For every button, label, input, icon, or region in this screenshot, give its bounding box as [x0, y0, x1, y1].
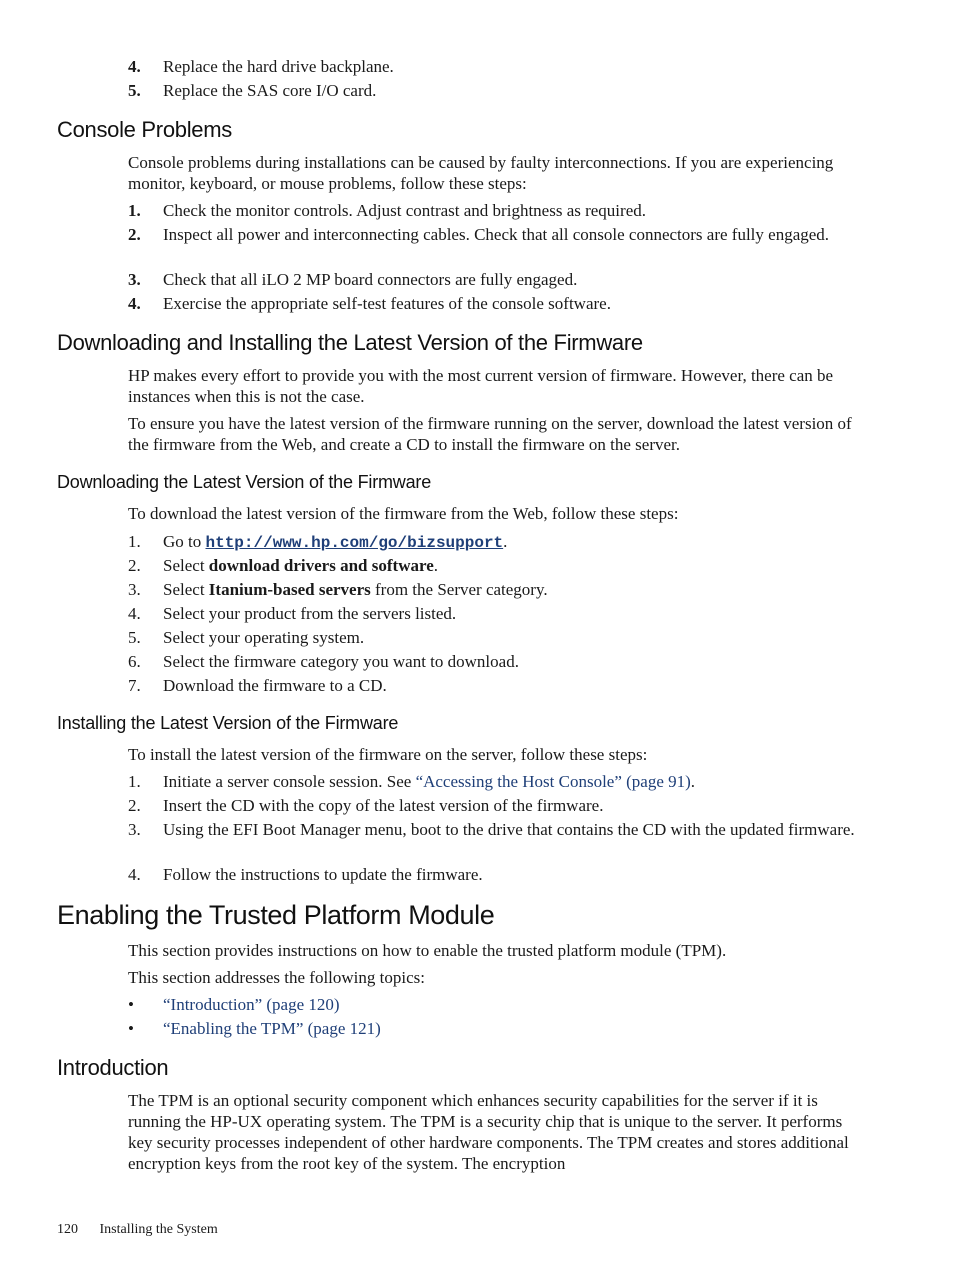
list-item: [128, 555, 870, 576]
list-text: [163, 555, 870, 576]
step-text: .: [433, 556, 438, 575]
list-item: [128, 819, 870, 840]
list-text: Select your product from the servers listed.: [163, 604, 457, 623]
introduction-link[interactable]: “Introduction” (page 120): [163, 995, 340, 1014]
list-text: Check the monitor controls. Adjust contrast and brightness as required.: [163, 201, 646, 220]
list-number: 5.: [128, 81, 141, 100]
list-number: 2.: [128, 225, 141, 244]
section-heading-introduction: Introduction: [57, 1055, 169, 1080]
list-number: 3.: [128, 580, 141, 599]
list-item: [128, 269, 870, 290]
list-number: 2.: [128, 796, 141, 815]
list-number: 1.: [128, 201, 141, 220]
bullet-icon: •: [128, 995, 134, 1014]
page-number: 120: [57, 1222, 78, 1237]
list-number: 2.: [128, 556, 141, 575]
list-text: Download the firmware to a CD.: [163, 676, 387, 695]
step-bold-text: download drivers and software: [208, 556, 434, 575]
list-item: [128, 293, 870, 314]
list-number: 1.: [128, 772, 141, 791]
list-number: 7.: [128, 676, 141, 695]
step-text: Select: [163, 556, 209, 575]
firmware-para-1: HP makes every effort to provide you with the most current version of firmware. However, there can be instances when this is not the case.: [128, 366, 834, 406]
list-number: 5.: [128, 628, 141, 647]
list-text: Insert the CD with the copy of the latest version of the firmware.: [163, 796, 604, 815]
list-text: [163, 579, 870, 600]
list-item: [128, 56, 870, 77]
introduction-para: The TPM is an optional security component which enhances security capabilities for the server if it is running the HP-UX operating system. The TPM is a security chip that is unique to the server. It performs key security processes independent of other hardware components. The TPM creates and stores additional encryption keys from the root key of the system. The encryption: [128, 1091, 849, 1173]
list-item: [128, 224, 870, 245]
list-text: Select the firmware category you want to download.: [163, 652, 519, 671]
list-number: 4.: [128, 294, 141, 313]
chapter-heading-tpm: Enabling the Trusted Platform Module: [57, 900, 495, 930]
chapter-title: Installing the System: [99, 1222, 218, 1237]
list-item: [128, 994, 870, 1015]
list-number: 6.: [128, 652, 141, 671]
enabling-tpm-link[interactable]: “Enabling the TPM” (page 121): [163, 1019, 381, 1038]
console-intro: Console problems during installations can be caused by faulty interconnections. If you are experiencing monitor, keyboard, or mouse problems, follow these steps:: [128, 153, 834, 193]
download-intro: To download the latest version of the firmware from the Web, follow these steps:: [128, 504, 679, 523]
bizsupport-link[interactable]: http://www.hp.com/go/bizsupport: [205, 534, 504, 552]
tpm-para-1: This section provides instructions on how to enable the trusted platform module (TPM).: [128, 941, 727, 960]
list-item: [128, 603, 870, 624]
list-item: [128, 579, 870, 600]
list-number: 3.: [128, 270, 141, 289]
list-text: Using the EFI Boot Manager menu, boot to the drive that contains the CD with the updated firmware.: [163, 820, 855, 839]
list-text: [163, 771, 870, 792]
list-text: Replace the hard drive backplane.: [163, 57, 394, 76]
list-number: 4.: [128, 57, 141, 76]
subsection-heading-download: Downloading the Latest Version of the Firmware: [57, 472, 432, 492]
step-text: Go to: [163, 532, 206, 551]
tpm-para-2: This section addresses the following topics:: [128, 968, 425, 987]
list-number: 1.: [128, 532, 141, 551]
step-bold-text: Itanium-based servers: [208, 580, 371, 599]
list-item: [128, 771, 870, 792]
list-text: Exercise the appropriate self-test features of the console software.: [163, 294, 611, 313]
list-text: Replace the SAS core I/O card.: [163, 81, 377, 100]
list-item: [128, 675, 870, 696]
list-number: 4.: [128, 604, 141, 623]
list-number: 3.: [128, 820, 141, 839]
subsection-heading-install: Installing the Latest Version of the Firmware: [57, 713, 399, 733]
list-text: Check that all iLO 2 MP board connectors are fully engaged.: [163, 270, 578, 289]
list-item: [128, 1018, 870, 1039]
list-item: [128, 80, 870, 101]
list-text: Follow the instructions to update the firmware.: [163, 865, 483, 884]
firmware-para-2: To ensure you have the latest version of the firmware running on the server, download the latest version of the firmware from the Web, and create a CD to install the firmware on the server.: [128, 414, 852, 454]
bullet-icon: •: [128, 1019, 134, 1038]
list-text: Inspect all power and interconnecting cables. Check that all console connectors are fully engaged.: [163, 225, 830, 244]
step-text: from the Server category.: [370, 580, 548, 599]
section-heading-console-problems: Console Problems: [57, 117, 232, 142]
section-heading-firmware: Downloading and Installing the Latest Version of the Firmware: [57, 330, 643, 355]
list-item: [128, 864, 870, 885]
host-console-link[interactable]: “Accessing the Host Console” (page 91): [415, 772, 691, 791]
list-text: Select your operating system.: [163, 628, 365, 647]
list-item: [128, 200, 870, 221]
step-text: .: [503, 532, 508, 551]
step-text: Select: [163, 580, 209, 599]
page-footer: [57, 1222, 236, 1238]
list-item: [128, 651, 870, 672]
list-item: [128, 627, 870, 648]
install-intro: To install the latest version of the firmware on the server, follow these steps:: [128, 745, 648, 764]
list-item: [128, 531, 870, 554]
list-text: [163, 531, 870, 554]
step-text: .: [690, 772, 696, 791]
list-number: 4.: [128, 865, 141, 884]
step-text: Initiate a server console session. See: [163, 772, 416, 791]
list-item: [128, 795, 870, 816]
